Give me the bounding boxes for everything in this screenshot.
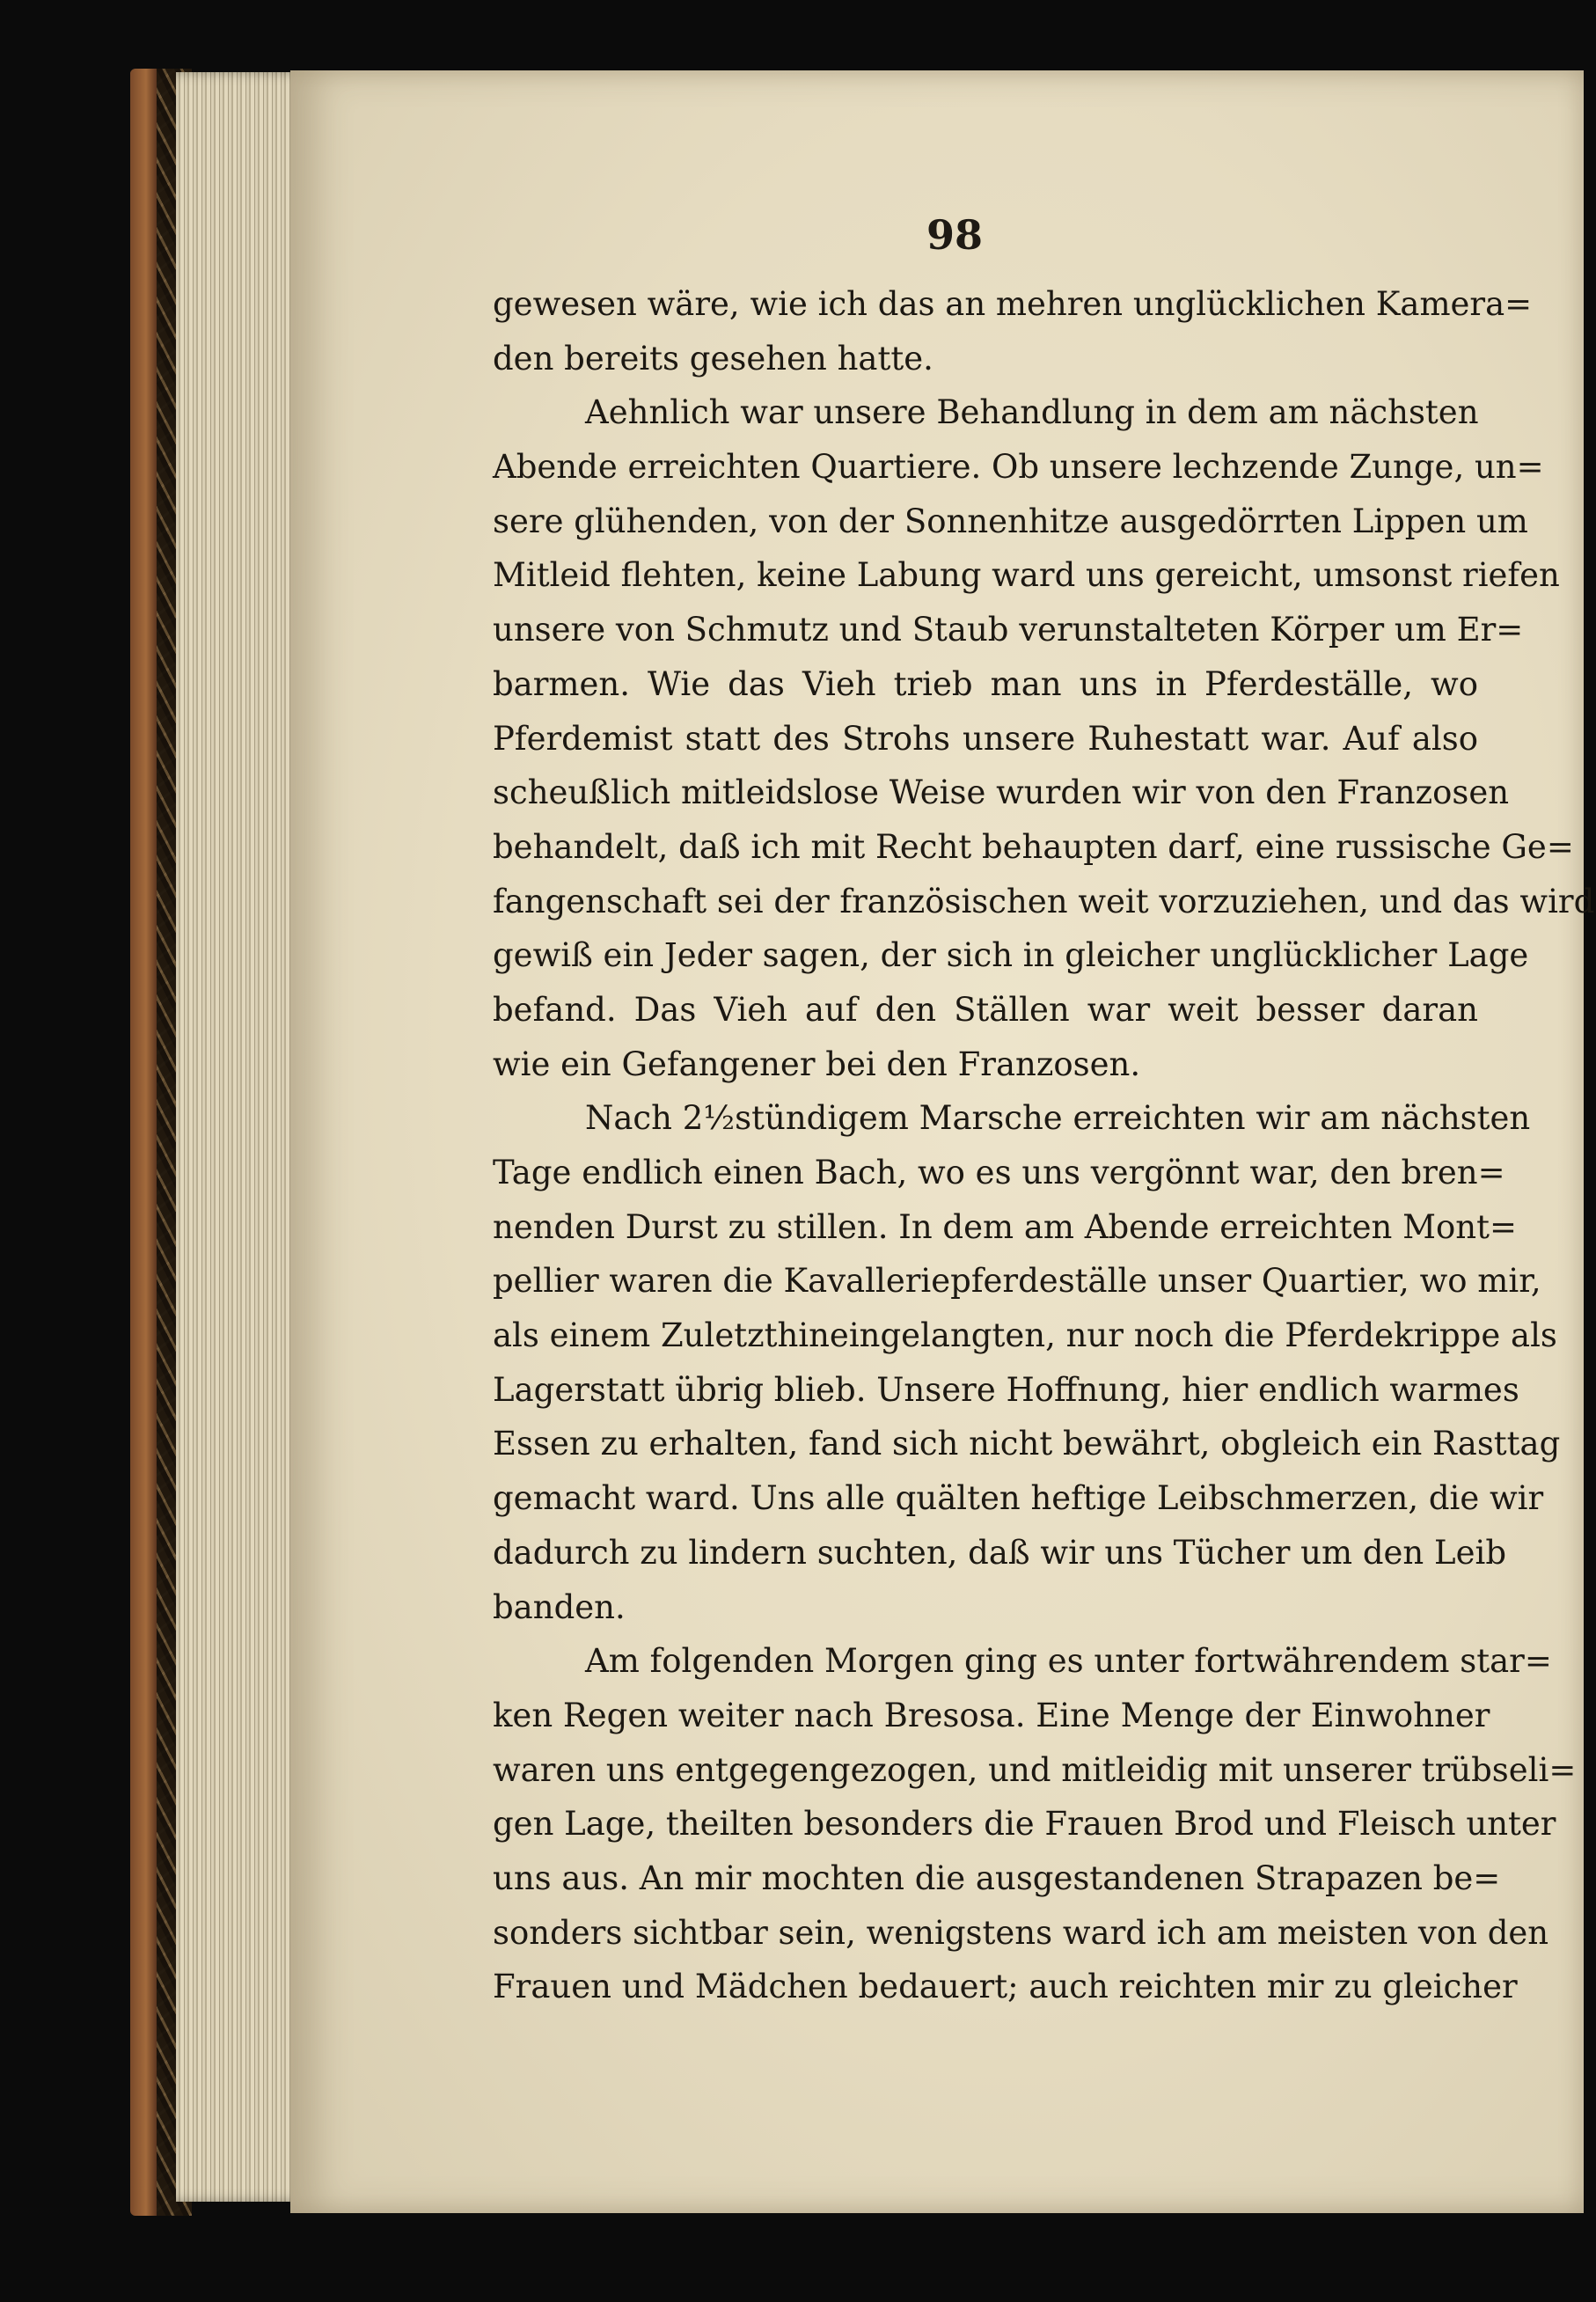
text-line: Abende erreichten Quartiere. Ob unsere lechzende Zunge, un= bbox=[493, 448, 1544, 487]
text-line: Aehnlich war unsere Behandlung in dem am nächsten bbox=[585, 393, 1479, 432]
text-line: Mitleid flehten, keine Labung ward uns gereicht, umsonst riefen bbox=[493, 556, 1560, 595]
text-line: den bereits gesehen hatte. bbox=[493, 339, 933, 378]
text-line: dadurch zu lindern suchten, daß wir uns Tücher um den Leib bbox=[493, 1533, 1507, 1572]
text-line: gen Lage, theilten besonders die Frauen Brod und Fleisch unter bbox=[493, 1805, 1556, 1844]
text-line: gemacht ward. Uns alle quälten heftige Leibschmerzen, die wir bbox=[493, 1479, 1544, 1518]
text-line: befand. Das Vieh auf den Ställen war weit besser daran bbox=[493, 990, 1478, 1029]
text-line: Am folgenden Morgen ging es unter fortwährendem star= bbox=[585, 1642, 1552, 1681]
page-edges bbox=[176, 72, 308, 2202]
text-line: gewesen wäre, wie ich das an mehren unglücklichen Kamera= bbox=[493, 285, 1533, 323]
text-line: uns aus. An mir mochten die ausgestandenen Strapazen be= bbox=[493, 1858, 1501, 1897]
text-line: Lagerstatt übrig blieb. Unsere Hoffnung, hier endlich warmes bbox=[493, 1370, 1519, 1409]
text-line: Pferdemist statt des Strohs unsere Ruhestatt war. Auf also bbox=[493, 719, 1478, 758]
text-line: wie ein Gefangener bei den Franzosen. bbox=[493, 1045, 1141, 1083]
text-line: Frauen und Mädchen bedauert; auch reichten mir zu gleicher bbox=[493, 1968, 1518, 2006]
text-line: barmen. Wie das Vieh trieb man uns in Pferdeställe, wo bbox=[493, 664, 1478, 703]
text-line: sonders sichtbar sein, wenigstens ward ich am meisten von den bbox=[493, 1913, 1549, 1952]
text-line: pellier waren die Kavalleriepferdeställe unser Quartier, wo mir, bbox=[493, 1262, 1541, 1301]
book-spine-leather bbox=[130, 69, 157, 2216]
text-line: sere glühenden, von der Sonnenhitze ausgedörrten Lippen um bbox=[493, 502, 1528, 540]
text-line: Tage endlich einen Bach, wo es uns vergönnt war, den bren= bbox=[493, 1154, 1505, 1191]
text-line: Essen zu erhalten, fand sich nicht bewährt, obgleich ein Rasttag bbox=[493, 1425, 1561, 1463]
text-line: ken Regen weiter nach Bresosa. Eine Menge der Einwohner bbox=[493, 1696, 1490, 1734]
page-text bbox=[493, 277, 1595, 2014]
text-line: scheußlich mitleidslose Weise wurden wir von den Franzosen bbox=[493, 773, 1510, 812]
text-line: banden. bbox=[493, 1587, 626, 1626]
text-line: nenden Durst zu stillen. In dem am Abende erreichten Mont= bbox=[493, 1207, 1518, 1246]
text-line: behandelt, daß ich mit Recht behaupten darf, eine russische Ge= bbox=[493, 827, 1574, 866]
text-line: Nach 2½stündigem Marsche erreichten wir am nächsten bbox=[585, 1099, 1531, 1138]
page-number: 98 bbox=[926, 211, 983, 259]
text-line: als einem Zuletzthineingelangten, nur noch die Pferdekrippe als bbox=[493, 1316, 1557, 1355]
text-line: unsere von Schmutz und Staub verunstalteten Körper um Er= bbox=[493, 611, 1524, 649]
text-line: waren uns entgegengezogen, und mitleidig mit unserer trübseli= bbox=[493, 1750, 1577, 1789]
text-line: gewiß ein Jeder sagen, der sich in gleicher unglücklicher Lage bbox=[493, 936, 1529, 975]
text-line: fangenschaft sei der französischen weit vorzuziehen, und das wird bbox=[493, 882, 1595, 920]
